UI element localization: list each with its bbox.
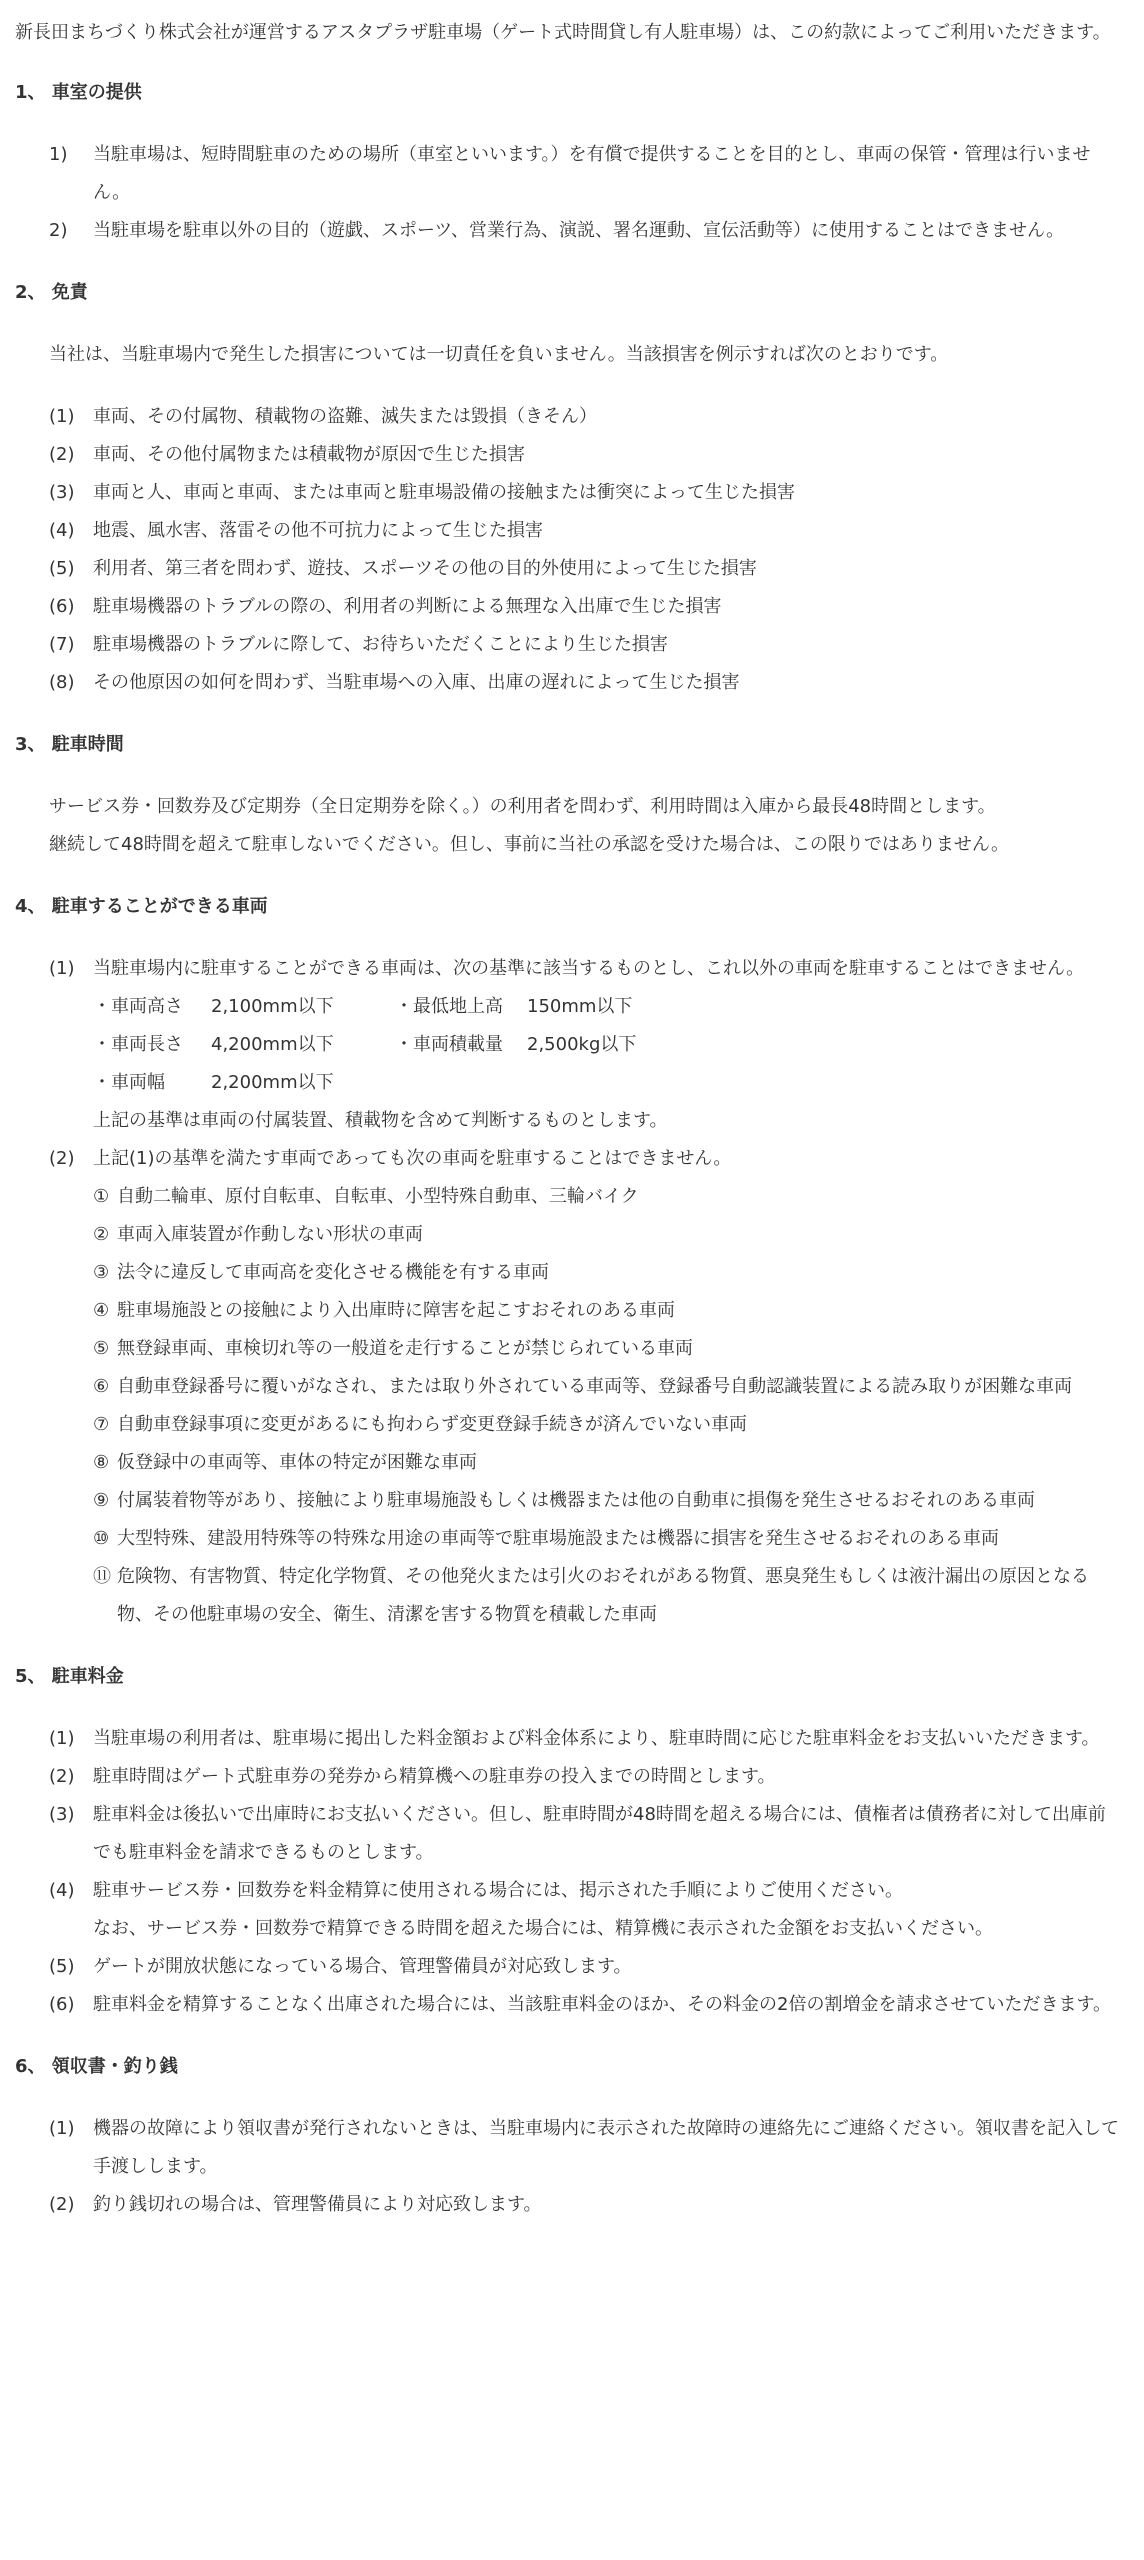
- list-item: [49, 2186, 1122, 2224]
- list-item: [49, 1140, 1122, 1178]
- list-item: [49, 512, 1122, 550]
- item-text: 駐車料金は後払いで出庫時にお支払いください。但し、駐車時間が48時間を超える場合には、債権者は債務者に対して出庫前でも駐車料金を請求できるものとします。: [93, 1804, 1106, 1863]
- section-title-provision: 1、 車室の提供: [15, 82, 142, 103]
- item-number: (7): [49, 634, 75, 655]
- exemption-list: [15, 398, 1122, 702]
- parking-time-text: [49, 788, 1122, 864]
- item-number: (1): [49, 1728, 75, 1749]
- list-item: [49, 2110, 1122, 2186]
- spec-row: [93, 988, 1122, 1026]
- item-text: 当駐車場は、短時間駐車のための場所（車室といいます。）を有償で提供することを目的とし、車両の保管・管理は行いません。: [93, 144, 1091, 203]
- item-number: (6): [49, 1994, 75, 2015]
- spec-row: [93, 1026, 1122, 1064]
- item-text: 駐車料金を精算することなく出庫された場合には、当該駐車料金のほか、その料金の2倍の割増金を請求させていただきます。: [93, 1994, 1112, 2015]
- item-text: 駐車時間はゲート式駐車券の発券から精算機への駐車券の投入までの時間とします。: [93, 1766, 776, 1787]
- sub-item: ① 自動二輪車、原付自転車、自転車、小型特殊自動車、三輪バイク: [93, 1186, 639, 1207]
- list-item: [49, 436, 1122, 474]
- section-title-parking-time: 3、 駐車時間: [15, 734, 124, 755]
- sub-item: ⑥ 自動車登録番号に覆いがなされ、または取り外されている車両等、登録番号自動認識装置による読み取りが困難な車両: [93, 1376, 1073, 1397]
- item-number: (4): [49, 1880, 75, 1901]
- item-text: 当駐車場の利用者は、駐車場に掲出した料金額および料金体系により、駐車時間に応じた駐車料金をお支払いいただきます。: [93, 1728, 1100, 1749]
- item-text: 車両、その他付属物または積載物が原因で生じた損害: [93, 444, 525, 465]
- list-item: [49, 550, 1122, 588]
- intro-paragraph: 新長田まちづくり株式会社が運営するアスタプラザ駐車場（ゲート式時間貸し有人駐車場）は、この約款によってご利用いただきます。: [15, 22, 1111, 43]
- item-text: 利用者、第三者を問わず、遊技、スポーツその他の目的外使用によって生じた損害: [93, 558, 757, 579]
- list-item: [49, 664, 1122, 702]
- item-number: (1): [49, 958, 75, 979]
- item-number: 2): [49, 220, 68, 241]
- list-item: [49, 1758, 1122, 1796]
- list-item: [49, 136, 1122, 212]
- section-title-exemption: 2、 免責: [15, 282, 88, 303]
- list-item: [49, 1796, 1122, 1872]
- list-item: [49, 1948, 1122, 1986]
- item-number: (5): [49, 1956, 75, 1977]
- sub-item: ⑪ 危険物、有害物質、特定化学物質、その他発火または引火のおそれがある物質、悪臭発生もしくは液汁漏出の原因となる物、その他駐車場の安全、衛生、清潔を害する物質を積載した車両: [93, 1566, 1089, 1625]
- list-item: [49, 212, 1122, 250]
- provision-list: [15, 136, 1122, 250]
- item-text: 駐車場機器のトラブルに際して、お待ちいただくことにより生じた損害: [93, 634, 668, 655]
- item-number: (2): [49, 444, 75, 465]
- item-text: 機器の故障により領収書が発行されないときは、当駐車場内に表示された故障時の連絡先にご連絡ください。領収書を記入して手渡しします。: [93, 2118, 1119, 2177]
- list-item: [49, 1720, 1122, 1758]
- sub-item: ⑤ 無登録車両、車検切れ等の一般道を走行することが禁じられている車両: [93, 1338, 693, 1359]
- section-title-receipt: 6、 領収書・釣り銭: [15, 2056, 178, 2077]
- item-text: 車両、その付属物、積載物の盗難、滅失または毀損（きそん）: [93, 406, 597, 427]
- spec-width: ・車両幅 2,200mm以下: [93, 1072, 334, 1093]
- list-item: [49, 1986, 1122, 2024]
- item-text: 上記(1)の基準を満たす車両であっても次の車両を駐車することはできません。: [93, 1148, 732, 1169]
- list-item: [49, 474, 1122, 512]
- item-number: (2): [49, 2194, 75, 2215]
- sub-item: ⑨ 付属装着物等があり、接触により駐車場施設もしくは機器または他の自動車に損傷を発生させるおそれのある車両: [93, 1490, 1035, 1511]
- item-text: 駐車サービス券・回数券を料金精算に使用される場合には、掲示された手順によりご使用ください。: [93, 1880, 903, 1901]
- item-number: (3): [49, 482, 75, 503]
- item-text: ゲートが開放状態になっている場合、管理警備員が対応致します。: [93, 1956, 632, 1977]
- item-text: 駐車場機器のトラブルの際の、利用者の判断による無理な入出庫で生じた損害: [93, 596, 722, 617]
- spec-load: ・車両積載量 2,500kg以下: [395, 1034, 637, 1055]
- sub-item: ② 車両入庫装置が作動しない形状の車両: [93, 1224, 423, 1245]
- item-number: (2): [49, 1148, 75, 1169]
- sub-item: ⑧ 仮登録中の車両等、車体の特定が困難な車両: [93, 1452, 477, 1473]
- item-text: 地震、風水害、落雷その他不可抗力によって生じた損害: [93, 520, 543, 541]
- section-title-vehicles: 4、 駐車することができる車両: [15, 896, 268, 917]
- list-item: [49, 626, 1122, 664]
- item-text: その他原因の如何を問わず、当駐車場への入庫、出庫の遅れによって生じた損害: [93, 672, 740, 693]
- spec-note: 上記の基準は車両の付属装置、積載物を含めて判断するものとします。: [93, 1110, 668, 1131]
- item-number: (3): [49, 1804, 75, 1825]
- item-number: (1): [49, 406, 75, 427]
- sub-item: ⑩ 大型特殊、建設用特殊等の特殊な用途の車両等で駐車場施設または機器に損害を発生させるおそれのある車両: [93, 1528, 999, 1549]
- spec-clearance: ・最低地上高 150mm以下: [395, 996, 633, 1017]
- parking-time-line-1: サービス券・回数券及び定期券（全日定期券を除く。）の利用者を問わず、利用時間は入庫から最長48時間とします。: [49, 796, 996, 817]
- item-text: 車両と人、車両と車両、または車両と駐車場設備の接触または衝突によって生じた損害: [93, 482, 795, 503]
- item-number: (5): [49, 558, 75, 579]
- spec-height: ・車両高さ 2,100mm以下: [93, 996, 334, 1017]
- item-text: 釣り銭切れの場合は、管理警備員により対応致します。: [93, 2194, 542, 2215]
- item-number: (8): [49, 672, 75, 693]
- fees-list: [15, 1720, 1122, 2024]
- list-item: [49, 398, 1122, 436]
- list-item: [49, 588, 1122, 626]
- sub-item: ⑦ 自動車登録事項に変更があるにも拘わらず変更登録手続きが済んでいない車両: [93, 1414, 747, 1435]
- sub-item: ④ 駐車場施設との接触により入出庫時に障害を起こすおそれのある車両: [93, 1300, 675, 1321]
- parking-time-line-2: 継続して48時間を超えて駐車しないでください。但し、事前に当社の承認を受けた場合は、この限りではありません。: [49, 834, 1009, 855]
- sub-item: ③ 法令に違反して車両高を変化させる機能を有する車両: [93, 1262, 549, 1283]
- item-continuation: なお、サービス券・回数券で精算できる時間を超えた場合には、精算機に表示された金額をお支払いください。: [93, 1918, 993, 1939]
- item-number: (2): [49, 1766, 75, 1787]
- item-number: (4): [49, 520, 75, 541]
- exemption-lead: 当社は、当駐車場内で発生した損害については一切責任を負いません。当該損害を例示すれば次のとおりです。: [49, 344, 949, 365]
- vehicle-spec-table: [93, 988, 1122, 1102]
- spec-length: ・車両長さ 4,200mm以下: [93, 1034, 334, 1055]
- item-number: (6): [49, 596, 75, 617]
- item-number: (1): [49, 2118, 75, 2139]
- list-item: [49, 1872, 1122, 1910]
- section-title-fees: 5、 駐車料金: [15, 1666, 124, 1687]
- item-text: 当駐車場を駐車以外の目的（遊戯、スポーツ、営業行為、演説、署名運動、宣伝活動等）に使用することはできません。: [93, 220, 1065, 241]
- item-number: 1): [49, 144, 68, 165]
- list-item: [49, 950, 1122, 988]
- receipt-list: [15, 2110, 1122, 2224]
- item-text: 当駐車場内に駐車することができる車両は、次の基準に該当するものとし、これ以外の車両を駐車することはできません。: [93, 958, 1085, 979]
- spec-row: [93, 1064, 1122, 1102]
- vehicles-list: [15, 950, 1122, 1634]
